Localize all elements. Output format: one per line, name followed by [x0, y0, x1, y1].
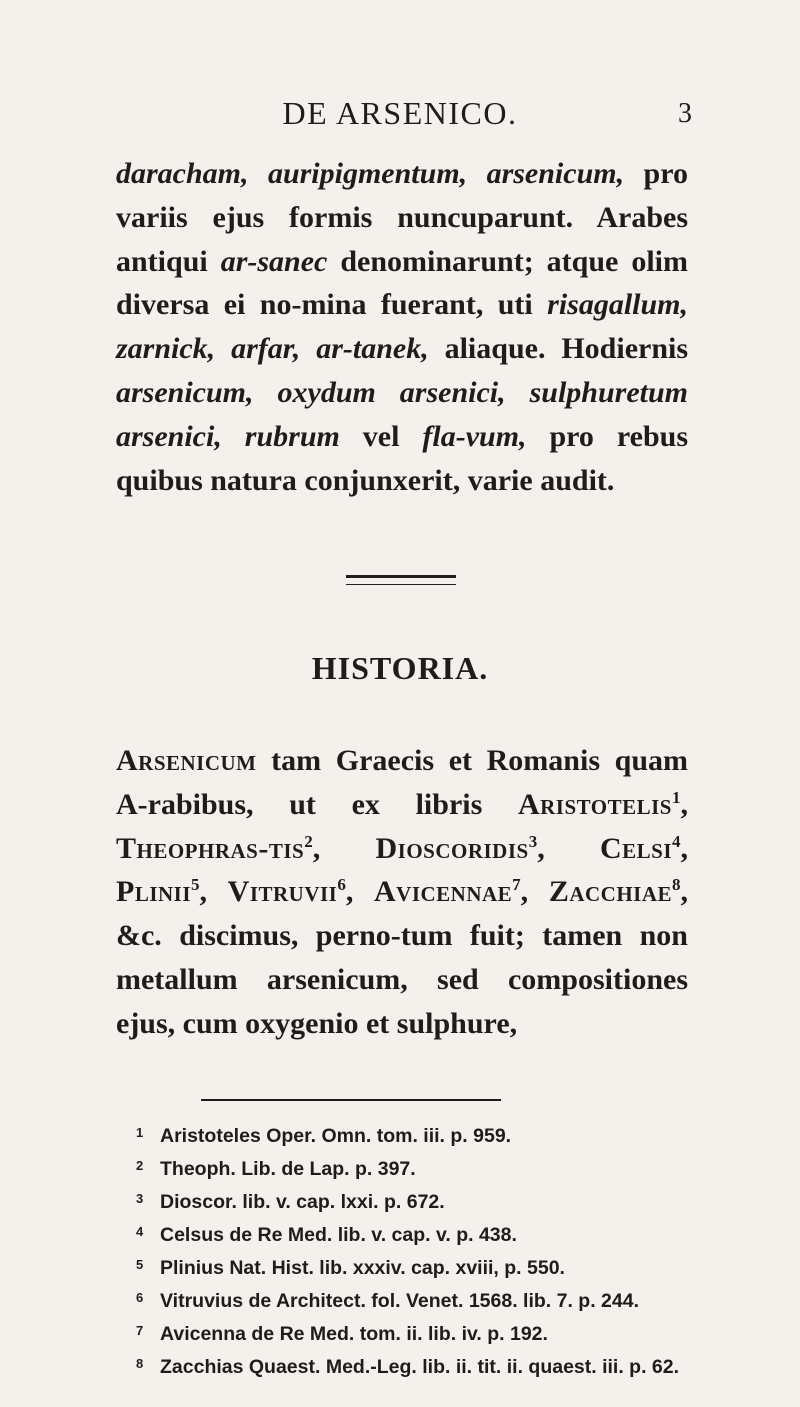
historia-paragraph: Arsenicum tam Graecis et Romanis quam A-rabibus, ut ex libris Aristotelis$^1$, Theophras-tis$^2$, Dioscoridis$^3$, Celsi$^4$, Plinii$^5$, Vitruvii$^6$, Avicennae$^7$, Zacchiae$^8$, &c. discimus, perno-tum fuit; tamen non metallum arsenicum, sed compositiones ejus, cum oxygenio et sulphure,: [116, 744, 688, 1040]
author-vitruvii: Vitruvii: [227, 875, 338, 909]
footnote: [136, 1283, 696, 1316]
opening-paragraph: [116, 152, 688, 502]
term-arfar: arfar,: [231, 332, 301, 366]
footnote: [136, 1184, 696, 1217]
running-head: [0, 95, 800, 145]
author-celsi: Celsi: [599, 831, 672, 865]
text-run: aliaque. Hodiernis: [444, 332, 689, 366]
term-auripigmentum: auripigmentum,: [267, 157, 468, 190]
footnote-text: Aristoteles Oper. Omn. tom. iii. p. 959.: [160, 1125, 512, 1147]
footnote: [136, 1349, 696, 1382]
footnote-mark: 7: [136, 1323, 144, 1338]
footnote-mark: 2: [136, 1158, 144, 1173]
text-run: &c. discimus, perno-tum fuit; tamen non metallum arsenicum, sed compositiones ejus, cum oxygenio et sulphure,: [116, 919, 688, 1040]
footnote-mark: 5: [136, 1257, 144, 1272]
term-artanek: ar-tanek,: [316, 332, 429, 366]
author-aristotelis: Aristotelis: [517, 787, 672, 821]
running-title: DE ARSENICO.: [282, 95, 518, 131]
text-run: denominarunt; atque olim diversa ei no-mina fuerant, uti: [116, 244, 688, 322]
footnote-ref[interactable]: 5: [191, 875, 200, 895]
term-arsenicum-2: arsenicum,: [116, 375, 254, 409]
author-avicennae: Avicennae: [373, 875, 513, 909]
footnote-mark: 1: [136, 1125, 144, 1140]
footnote-text: Zacchias Quaest. Med.-Leg. lib. ii. tit. ii. quaest. iii. p. 62.: [160, 1356, 680, 1378]
footnote-mark: 8: [136, 1356, 144, 1371]
footnote: [136, 1118, 696, 1151]
term-arsenicum: arsenicum,: [486, 157, 625, 190]
footnote-ref[interactable]: 3: [528, 831, 538, 851]
footnote-mark: 4: [136, 1224, 144, 1239]
term-arsanec: ar-sanec: [220, 244, 328, 278]
footnote-ref[interactable]: 4: [672, 831, 681, 851]
term-zarnick: zarnick,: [116, 332, 216, 366]
footnote: [136, 1316, 696, 1349]
footnote: [136, 1250, 696, 1283]
author-theophrastis: Theophras-tis: [116, 831, 305, 865]
text-run: vel: [362, 419, 400, 453]
footnote-mark: 3: [136, 1191, 144, 1206]
footnote-text: Celsus de Re Med. lib. v. cap. v. p. 438.: [160, 1224, 517, 1246]
term-daracham: daracham,: [116, 157, 249, 190]
footnote-text: Plinius Nat. Hist. lib. xxxiv. cap. xviii, p. 550.: [160, 1257, 565, 1279]
footnote-text: Avicenna de Re Med. tom. ii. lib. iv. p. 192.: [160, 1323, 548, 1345]
author-dioscoridis: Dioscoridis: [375, 831, 529, 865]
text-run: pro rebus quibus natura conjunxerit, varie audit.: [116, 419, 688, 497]
footnote-text: Theoph. Lib. de Lap. p. 397.: [160, 1158, 416, 1180]
footnote-ref[interactable]: 2: [304, 831, 313, 851]
term-oxydum-arsenici: oxydum arsenici,: [277, 375, 506, 409]
footnote-ref[interactable]: 7: [512, 875, 521, 895]
author-plinii: Plinii: [116, 875, 192, 909]
section-divider: [346, 575, 456, 585]
page-number: 3: [678, 98, 692, 129]
footnote-divider: [201, 1099, 501, 1101]
term-sulphuretum-arsenici: sulphuretum arsenici,: [116, 375, 689, 453]
text-run: pro variis ejus formis nuncuparunt. Arabes antiqui: [116, 157, 688, 278]
footnote-text: Dioscor. lib. v. cap. lxxi. p. 672.: [160, 1191, 445, 1213]
footnotes: [136, 1118, 696, 1382]
footnote: [136, 1217, 696, 1250]
footnote-mark: 6: [136, 1290, 144, 1305]
small-caps-arsenicum: Arsenicum: [116, 744, 257, 777]
footnote-ref[interactable]: 1: [672, 787, 681, 807]
footnote-ref[interactable]: 8: [672, 875, 681, 895]
footnote-ref[interactable]: 6: [337, 875, 346, 895]
footnote: [136, 1151, 696, 1184]
section-heading: HISTORIA.: [311, 650, 489, 686]
term-risagallum: risagallum,: [547, 288, 689, 322]
footnote-text: Vitruvius de Architect. fol. Venet. 1568. lib. 7. p. 244.: [160, 1290, 640, 1312]
text-run: tam Graecis et Romanis quam A-rabibus, ut ex libris: [116, 744, 688, 821]
term-flavum: fla-vum,: [422, 419, 527, 453]
author-zacchiae: Zacchiae: [548, 875, 672, 909]
term-rubrum: rubrum: [244, 419, 340, 453]
